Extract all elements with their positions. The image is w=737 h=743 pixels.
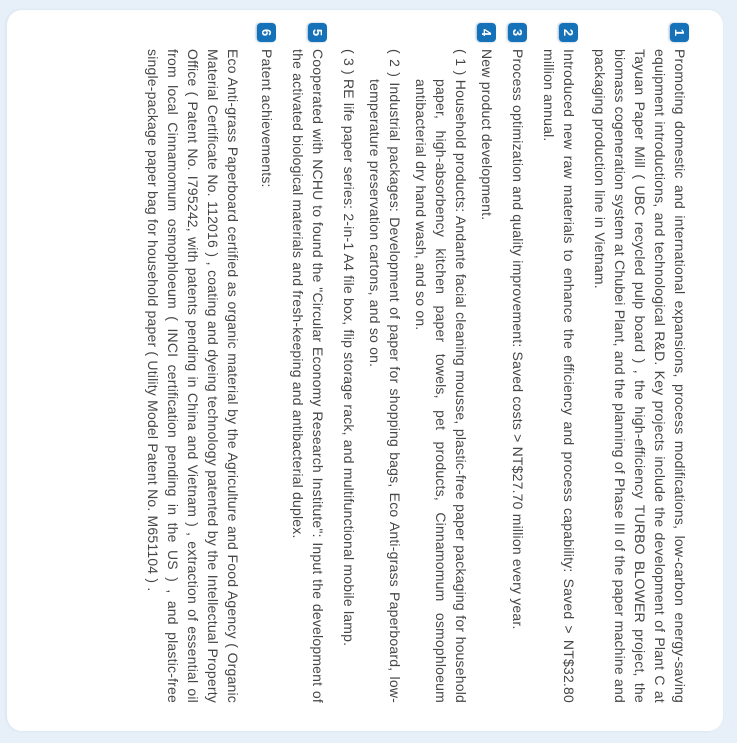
content-card xyxy=(7,10,723,731)
sub-item: ( 1 ) Household products: Andante facial cleaning mousse, plastic-free paper packaging for household paper, high-absorbency kitchen paper towels, pet products, Cinnamomum osmophloeum antibacterial dry hand wash, and so on. xyxy=(413,49,469,703)
item-text: Promoting domestic and international expansions, process modifications, low-carbon energy-saving equipment introductions, and technological R&D. Key projects include the development of Plant C at Tayuan Paper Mill ( UBC recycled pulp board ) , the high-efficiency TURBO BLOWER project, the biomass cogeneration system at Chubei Plant, and the planning of Phase III of the paper machine and packaging production line in Vietnam. xyxy=(592,49,688,703)
item-number-badge: 6 xyxy=(257,23,276,42)
list-item xyxy=(539,23,579,703)
list-item xyxy=(508,23,528,703)
item-text-block xyxy=(288,49,328,703)
list-item xyxy=(590,23,690,703)
sub-item: ( 3 ) RE life paper series: 2-in-1 A4 file box, flip storage rack, and multifunctional mobile lamp. xyxy=(341,49,357,647)
item-text: Patent achievements: xyxy=(259,49,275,188)
item-text: Process optimization and quality improvement: Saved costs > NT$27.70 million every year. xyxy=(510,49,526,630)
item-number-badge: 4 xyxy=(477,23,496,42)
achievement-list xyxy=(143,23,690,703)
item-text-block xyxy=(508,49,528,703)
list-item xyxy=(288,23,328,703)
item-body: Eco Anti-grass Paperboard certified as organic material by the Agriculture and Food Agency ( Organic Material Certificate No. 112016 ) , coating and dyeing technology patented by the Intellectual Property Office ( Patent No. I795242, with patents pending in China and Vietnam ) , extraction of essential oil from local Cinnamomum osmophloeum ( INCI certification pending in the US ) , and plastic-free single-package paper bag for household paper ( Utility Model Patent No. M651104 ) . xyxy=(145,49,241,703)
sub-item: ( 2 ) Industrial packages: Development of paper for shopping bags, Eco Anti-grass Paperboard, low-temperature preservation cartons, and so on. xyxy=(367,49,403,703)
item-text-block xyxy=(590,49,690,703)
item-number-badge: 5 xyxy=(308,23,327,42)
list-item xyxy=(339,23,497,703)
item-text: Introduced new raw materials to enhance the efficiency and process capability: Saved > NT$32.80 million annual. xyxy=(541,49,577,703)
item-number-badge: 3 xyxy=(508,23,527,42)
item-number-badge: 1 xyxy=(670,23,689,42)
item-number-badge: 2 xyxy=(559,23,578,42)
item-text-block xyxy=(539,49,579,703)
item-text-block xyxy=(339,49,497,703)
item-text: New product development. xyxy=(479,49,495,221)
list-item xyxy=(143,23,277,703)
item-text: Cooperated with NCHU to found the "Circular Economy Research Institute": Input the development of the activated biological materials and fresh-keeping and antibacterial duplex. xyxy=(290,49,326,703)
item-text-block xyxy=(143,49,277,703)
